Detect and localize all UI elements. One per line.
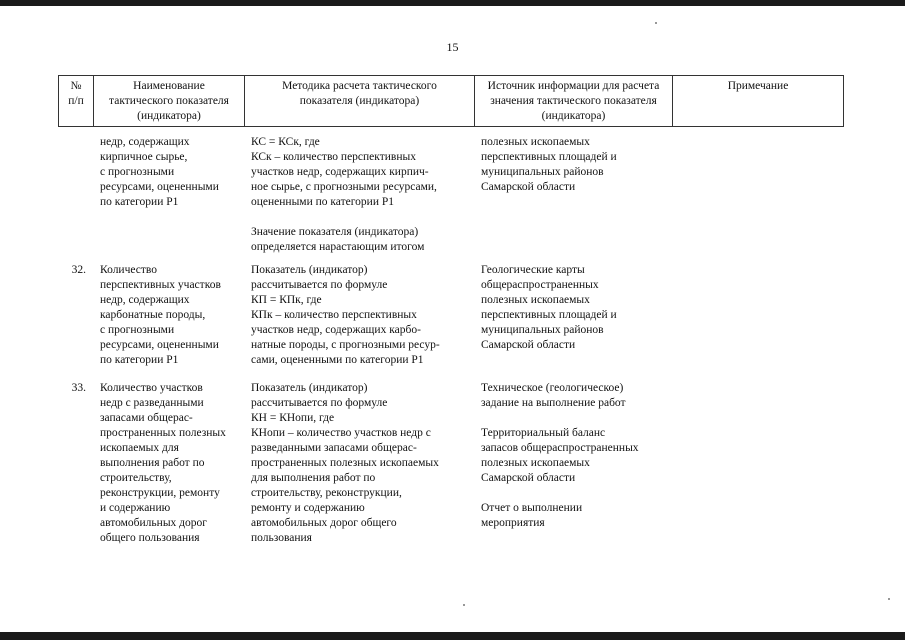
row-method: Показатель (индикатор) рассчитывается по формуле КН = КНопи, где КНопи – количество участков недр с разведанными запасами общерас- пространенных полезных ископаемых для выполнения работ по строительству, реконструкции, ремонту и содержанию автомобильных дорог общего пользования <box>251 382 439 544</box>
scan-speck <box>888 598 890 600</box>
row-number: 33. <box>71 382 86 394</box>
table-header-top-border <box>58 75 844 76</box>
row-indicator-name: недр, содержащих кирпичное сырье, с прогнозными ресурсами, оцененными по категории Р1 <box>100 136 219 208</box>
row-source: Геологические карты общераспространенных полезных ископаемых перспективных площадей и муниципальных районов Самарской области <box>481 264 617 351</box>
header-note: Примечание <box>727 80 789 92</box>
header-method: Методика расчета тактического показателя (индикатора) <box>282 80 437 107</box>
row-method: Показатель (индикатор) рассчитывается по формуле КП = КПк, где КПк – количество перспективных участков недр, содержащих карбо- натные породы, с прогнозными ресур- сами, оцененными по категории Р1 <box>251 264 440 366</box>
row-source: Техническое (геологическое) задание на выполнение работ Территориальный баланс запасов общераспространенных полезных ископаемых Самарской области Отчет о выполнении мероприятия <box>481 382 639 529</box>
header-source: Источник информации для расчета значения тактического показателя (индикатора) <box>487 80 660 122</box>
scan-speck <box>463 604 465 606</box>
row-indicator-name: Количество перспективных участков недр, содержащих карбонатные породы, с прогнозными ресурсами, оцененными по категории Р1 <box>100 264 221 366</box>
table-header-bottom-border <box>58 126 844 127</box>
page-number: 15 <box>446 40 459 54</box>
scan-top-edge <box>0 0 905 6</box>
table-border-right <box>843 75 844 127</box>
row-method: КС = КСк, где КСк – количество перспективных участков недр, содержащих кирпич- ное сырье, с прогнозными ресурсами, оцененными по категории Р1 Значение показателя (индикатора) определяется нарастающим итогом <box>251 136 437 253</box>
header-num: № п/п <box>68 80 84 107</box>
row-number: 32. <box>71 264 86 276</box>
scan-speck <box>655 22 657 24</box>
row-indicator-name: Количество участков недр с разведанными запасами общерас- пространенных полезных ископаемых для выполнения работ по строительству, реконструкции, ремонту и содержанию автомобильных дорог общего пользования <box>100 382 226 544</box>
row-source: полезных ископаемых перспективных площадей и муниципальных районов Самарской области <box>481 136 617 193</box>
header-name: Наименование тактического показателя (индикатора) <box>109 80 229 122</box>
scan-bottom-edge <box>0 632 905 640</box>
